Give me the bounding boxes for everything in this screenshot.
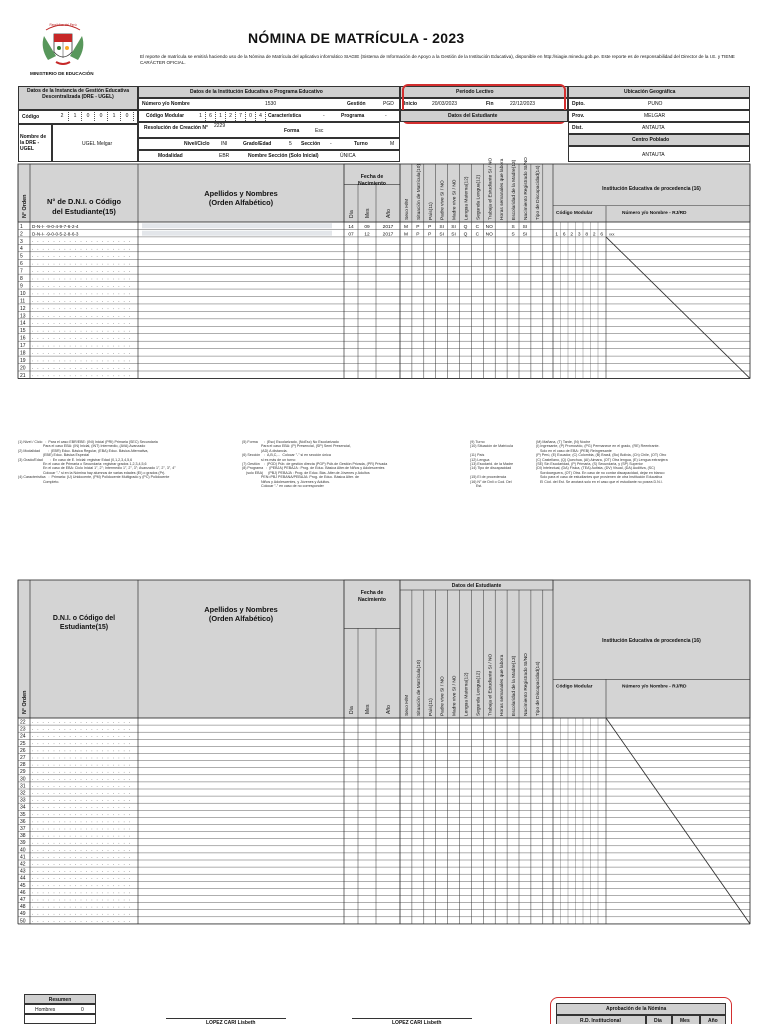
dni-header-2: del Estudiante(15) bbox=[52, 207, 116, 216]
row-number: 45 bbox=[20, 882, 26, 889]
row-value: SI bbox=[451, 224, 456, 230]
ubicacion-dist-label: Dist. bbox=[572, 125, 583, 131]
estudiante-column-label: Nacimiento Registrado SI/NO bbox=[524, 653, 529, 716]
row-number: 23 bbox=[20, 726, 26, 733]
code-digit: 0 bbox=[95, 112, 108, 121]
cancel-diagonal bbox=[606, 718, 750, 924]
row-value: C bbox=[475, 224, 480, 230]
ie-modalidad-label: Modalidad bbox=[158, 153, 183, 159]
row-number: 39 bbox=[20, 840, 26, 847]
row-number: 6 bbox=[20, 261, 23, 268]
code-digit: 1 bbox=[69, 112, 82, 121]
row-codmod-digit: 2 bbox=[592, 232, 596, 238]
ie-nivel-value: INI bbox=[221, 141, 228, 147]
row-value: SI bbox=[522, 224, 528, 230]
row-value: P bbox=[416, 232, 420, 238]
ie-resolucion-value: 2229 bbox=[214, 123, 226, 129]
row-number: 17 bbox=[20, 343, 26, 350]
code-digit: 7 bbox=[236, 112, 246, 121]
row-codmod-digit: 6 bbox=[562, 232, 566, 238]
ubicacion-title: Ubicación Geográfica bbox=[624, 89, 676, 95]
firma-1-name: LOPEZ CARI Lisbeth bbox=[206, 1020, 256, 1024]
ministry-label: MINISTERIO DE EDUCACIÓN bbox=[30, 71, 94, 76]
row-value: P bbox=[428, 224, 432, 230]
ie-gestion-label: Gestión bbox=[347, 101, 366, 107]
periodo-inicio-label: Inicio bbox=[404, 101, 418, 107]
code-digit: 1 bbox=[196, 112, 206, 121]
dia-header: Día bbox=[349, 210, 355, 218]
redacted-name bbox=[142, 231, 332, 236]
ie-programa-label: Programa bbox=[341, 113, 365, 119]
row-number: 46 bbox=[20, 889, 26, 896]
row-number: 28 bbox=[20, 762, 26, 769]
ie-seccion-value: - bbox=[330, 141, 332, 147]
datos-estudiante-label: Datos del Estudiante bbox=[448, 113, 498, 119]
row-rd: xxx bbox=[609, 232, 615, 237]
aprobacion-dia-label: Día bbox=[654, 1018, 662, 1024]
row-anio: 2017 bbox=[382, 232, 394, 238]
row-number: 5 bbox=[20, 253, 23, 260]
row-number: 40 bbox=[20, 847, 26, 854]
estudiante-column-label: País(11) bbox=[428, 698, 434, 716]
code-digit: 0 bbox=[82, 112, 95, 121]
row-number: 38 bbox=[20, 833, 26, 840]
dia-header: Día bbox=[349, 706, 355, 714]
row-number: 43 bbox=[20, 868, 26, 875]
row-number: 19 bbox=[20, 357, 26, 364]
row-number: 42 bbox=[20, 861, 26, 868]
ie-title: Datos de la Institución Educativa o Programa Educativo bbox=[190, 89, 323, 95]
ubicacion-centro-value: ANTAUTA bbox=[642, 152, 665, 158]
row-dni: D-N-I- -9-0-0-5-2-8-6-3 bbox=[32, 231, 79, 237]
ie-nombre-seccion-value: ÚNICA bbox=[340, 153, 356, 159]
row-value: S bbox=[511, 232, 515, 238]
row-dia: 14 bbox=[348, 224, 354, 230]
dre-nombre-value: UGEL Melgar bbox=[82, 141, 113, 147]
aprobacion-title: Aprobación de la Nómina bbox=[606, 1006, 667, 1012]
row-number: 9 bbox=[20, 283, 23, 290]
row-value: SI bbox=[522, 232, 528, 238]
row-number: 32 bbox=[20, 790, 26, 797]
row-value: P bbox=[416, 224, 420, 230]
legend-col3: (9) Turno (10) Situación de Matrícula (11) País (12) Lengua (13) Escolarid. de la Madre (14) Tipo de discapacidad (15) El de procedencia (16) N° de Dnli o Cod. Del Est. bbox=[470, 440, 514, 489]
dni-header: N° de D.N.I. o Código bbox=[47, 197, 121, 206]
estudiante-column-label: Segunda Lengua(12) bbox=[476, 670, 482, 716]
row-number: 30 bbox=[20, 776, 26, 783]
row-number: 50 bbox=[20, 918, 26, 925]
estudiante-column-label: Tipo de Discapacidad(14) bbox=[535, 165, 541, 220]
row-value: SI bbox=[451, 232, 456, 238]
row-number: 33 bbox=[20, 797, 26, 804]
row-anio: 2017 bbox=[382, 224, 394, 230]
ubicacion-dist-value: ANTAUTA bbox=[642, 125, 665, 131]
aprobacion-rd-label: R.D. Institucional bbox=[580, 1018, 621, 1024]
row-number: 4 bbox=[20, 246, 23, 253]
row-number: 47 bbox=[20, 897, 26, 903]
ie-turno-value: M bbox=[390, 141, 395, 147]
row-number: 11 bbox=[20, 298, 26, 305]
row-number: 21 bbox=[20, 372, 26, 379]
ie-nivel-label: Nivel/Ciclo bbox=[184, 141, 210, 147]
fecha-header-2: Nacimiento bbox=[358, 181, 386, 187]
firma-line-2 bbox=[352, 1018, 472, 1019]
row-codmod-digit: 1 bbox=[555, 232, 559, 238]
legend-col1: (1) Nivel / Ciclo : Para el caso EBR/EBE: (INI) Inicial (PRI) Primaria (SEC) Secundaria Para el caso EBA: (IN) Inicial, (INT) Intermedio, (AVA) Avanzado (2) Modalidad : (EBR) Educ. Básica Regular, (EBA) Educ. Básica Alternativa, (EBE) Educ. Básica Especial (3) Grado/Edad : En caso de E. Inicial: registrar Edad (0,1,2,3,4,5,6 En el caso de Primaria o Secundaria: registrar grados 1,2,3,4,5,6 En el caso de EBA: Ciclo Inicial 1°, 2°; Intermedio 1°, 2°, 3°; Avanzado 1°, 2°, 3°, 4° Colocar "-" si en la Nómina hay alumnos de varias edades (EI) o grados (Pr). (4) Característica : Primaria: (U) Unidocente, (PM) Polidocente Multigrado y (PC) Polidocente Completo. bbox=[18, 440, 176, 484]
code-digit: 1 bbox=[108, 112, 121, 121]
ie-caracteristica-label: Característica bbox=[268, 113, 302, 119]
ie-nombre-seccion-label: Nombre Sección (Solo Inicial) bbox=[248, 153, 319, 159]
dre-nombre-label: Nombre de la DRE - UGEL bbox=[20, 134, 47, 152]
resumen-hombres-label: Hombres bbox=[35, 1007, 56, 1013]
orden-header: N° Orden bbox=[22, 194, 28, 218]
row-number: 8 bbox=[20, 276, 23, 282]
ubicacion-dpto-value: PUNO bbox=[648, 101, 663, 107]
row-codmod-digit: 3 bbox=[577, 232, 581, 238]
ie-numero-label: Número y/o Nombre bbox=[142, 101, 190, 107]
row-number: 16 bbox=[20, 335, 26, 342]
ubicacion-prov-value: MELGAR bbox=[644, 113, 666, 119]
row-number: 15 bbox=[20, 328, 26, 335]
row-number: 2 bbox=[20, 231, 23, 238]
ie-caracteristica-value: - bbox=[323, 113, 325, 119]
row-number: 41 bbox=[20, 854, 26, 861]
ie-forma-value: Esc bbox=[315, 128, 324, 134]
row-number: 10 bbox=[20, 290, 26, 297]
redacted-name bbox=[142, 223, 332, 228]
dre-title: Datos de la Instancia de Gestión Educativa Descentralizada (DRE - UGEL) bbox=[27, 88, 129, 100]
estudiante-column-label: Situación de Matrícula(10) bbox=[416, 164, 422, 220]
estudiante-column-label: Segunda Lengua(12) bbox=[476, 174, 482, 220]
estudiante-column-label: Lengua Materna(12) bbox=[464, 672, 470, 716]
row-number: 37 bbox=[20, 826, 26, 832]
nombre-rd-header: Número y/o Nombre - RJ/RD bbox=[622, 210, 687, 216]
resumen-title: Resumen bbox=[24, 994, 96, 1004]
row-number: 29 bbox=[20, 769, 26, 776]
estudiante-column-label: Madre vive SI / NO bbox=[452, 675, 458, 716]
row-codmod-digit: 8 bbox=[585, 232, 589, 238]
code-digit: 0 bbox=[246, 112, 256, 121]
procedencia-header: Institución Educativa de procedencia (16) bbox=[602, 638, 701, 645]
dni-header-2: Estudiante(15) bbox=[59, 624, 109, 631]
row-number: 49 bbox=[20, 911, 26, 918]
ie-turno-label: Turno bbox=[354, 141, 368, 147]
ie-numero-value: 1530 bbox=[265, 101, 277, 107]
row-dia: 07 bbox=[348, 232, 354, 238]
ie-codmod-label: Código Modular bbox=[146, 113, 185, 119]
row-codmod-digit: 2 bbox=[570, 232, 574, 238]
estudiante-column-label: Tipo de Discapacidad(14) bbox=[535, 661, 541, 716]
row-value: M bbox=[403, 232, 408, 238]
estudiante-column-label: País(11) bbox=[428, 202, 434, 220]
intro-text: El reporte de matrícula se emitirá haciendo uso de la Nómina de Matrícula del aplicativo informático SIAGIE (Sistema de Información de Apoyo a la Gestión de la Institución Educativa), disponible en http://siagie.minedu.gob.pe. Este reporte es de responsabilidad del Director de la I.E. y TIENE CARÁCTER OFICIAL. bbox=[140, 54, 735, 65]
row-number: 48 bbox=[20, 904, 26, 911]
estudiante-column-label: Madre vive SI / NO bbox=[452, 179, 458, 220]
estudiante-column-label: Situación de Matrícula(10) bbox=[416, 660, 422, 716]
ie-seccion-label: Sección bbox=[301, 141, 321, 147]
row-value: S bbox=[511, 224, 515, 230]
row-mes: 12 bbox=[364, 232, 370, 238]
mes-header: Mes bbox=[365, 208, 371, 218]
ie-resolucion-label: Resolución de Creación N° bbox=[144, 125, 208, 131]
periodo-title: Periodo Lectivo bbox=[456, 89, 494, 95]
apellidos-sub-header: (Orden Alfabético) bbox=[208, 614, 274, 623]
fecha-header-2: Nacimiento bbox=[358, 597, 386, 603]
row-number: 20 bbox=[20, 365, 26, 372]
code-digit: 4 bbox=[256, 112, 266, 121]
row-number: 31 bbox=[20, 783, 26, 790]
row-dni: D-N-I- -9-0-4-9-7-6-2-4 bbox=[32, 223, 79, 229]
row-number: 44 bbox=[20, 875, 26, 882]
codmod-header: Código Modular bbox=[556, 684, 593, 690]
row-value: P bbox=[428, 232, 432, 238]
anio-header: Año bbox=[386, 705, 392, 714]
ubicacion-dpto-label: Dpto. bbox=[572, 101, 585, 107]
periodo-fin-value: 22/12/2023 bbox=[510, 101, 536, 107]
apellidos-header: Apellidos y Nombres bbox=[204, 189, 278, 198]
periodo-inicio-value: 20/03/2023 bbox=[432, 101, 458, 107]
row-number: 12 bbox=[20, 305, 26, 312]
periodo-fin-label: Fin bbox=[486, 101, 494, 107]
estudiante-column-label: Escolaridad de la Madre(13) bbox=[512, 655, 518, 716]
orden-header: N° Orden bbox=[22, 690, 28, 714]
ubicacion-prov-label: Prov. bbox=[572, 113, 585, 119]
estudiante-column-label: Horas semanales que labora bbox=[500, 654, 506, 716]
ie-grado-value: 5 bbox=[289, 141, 292, 147]
row-number: 27 bbox=[20, 755, 26, 761]
row-codmod-digit: 6 bbox=[600, 232, 604, 238]
fecha-header-1: Fecha de bbox=[360, 174, 384, 180]
page-title: NÓMINA DE MATRÍCULA - 2023 bbox=[248, 30, 465, 46]
legend-col2: (5) Forma : (Esc) Escolarizado, (NoEsc) No Escolarizado Para el caso EBA: (P) Presencial, (SP) Semi Presencial, (AD) A distancia. (6) Sección : A,B,C,... Colocar "-" si en sección única si es más de un turno (7) Gestión : (PGD) Púb. de gestión directa (PGP) Púb.de Gestión Privada, (PR) Privada (8) Programa : (PEBJA) PEBAJA : Prog. de Educ. Básica Alter.de Niños y Adolescentes (solo EBA) (PBJ) PEBAJA : Prog. de Educ. Bás. Alter.de Jóvenes y Adultos PEN=PBJ PEBANA/PEBAJA: Prog. de Educ. Básica Alter. de Niños y Adolescentes, y Jóvenes y Adultos. Colocar "-" en caso de no corresponder bbox=[242, 440, 388, 489]
row-number: 35 bbox=[20, 811, 26, 818]
row-number: 22 bbox=[20, 719, 26, 726]
estudiante-column-label: Nacimiento Registrado SI/NO bbox=[524, 157, 529, 220]
estudiante-column-label: Horas semanales que labora bbox=[500, 158, 506, 220]
ie-forma-label: Forma bbox=[284, 128, 300, 134]
ie-programa-value: - bbox=[385, 113, 387, 119]
ie-gestion-value: PGD bbox=[383, 101, 394, 107]
row-value: Q bbox=[463, 232, 468, 238]
ie-modalidad-value: EBR bbox=[219, 153, 230, 159]
code-digit: 0 bbox=[121, 112, 134, 121]
codmod-header: Código Modular bbox=[556, 210, 593, 216]
ubicacion-centro-label: Centro Poblado bbox=[632, 137, 670, 143]
dni-header: D.N.I. o Código del bbox=[52, 615, 116, 622]
ie-grado-label: Grado/Edad bbox=[243, 141, 272, 147]
row-value: Q bbox=[463, 224, 468, 230]
firma-line-1 bbox=[166, 1018, 286, 1019]
estudiante-column-label: Padre vive SI / NO bbox=[440, 180, 446, 220]
fecha-header-1: Fecha de bbox=[360, 590, 384, 596]
row-number: 18 bbox=[20, 350, 26, 357]
firma-2-name: LOPEZ CARI Lisbeth bbox=[392, 1020, 442, 1024]
datos-estudiante-title: Datos del Estudiante bbox=[451, 583, 502, 589]
nombre-rd-header: Número y/o Nombre - RJ/RD bbox=[622, 684, 687, 690]
dre-codigo-label: Código bbox=[22, 114, 40, 120]
legend-col4: (M) Mañana, (T) Tarde, (N) Noche (I) Ingresante, (P) Promovido, (PG) Permanece en el grado, (RE) Reentrante. Solo en el caso de EBA: (PEB) Reingresante (P) Perú, (E) Ecuador, (C) Colombia, (B) Brasil, (Bo) Bolivia, (Ch) Chile, (OT) Otro (C) Castellano, (Q) Quechua, (AI) Aimara, (OT) Otra lengua, (E) Lengua extranjera (SE) Sin Escolaridad, (P) Primaria, (S) Secundaria, y (SP) Superior (DI) Intelectual, (DA) Física, (TEA) Autista, (DV) Visual, (DA) Auditiva, (SC) Sordoceguera, (OT) Otra. En caso de no contar discapacidad, dejar en blanco Solo para el caso de estudiantes que provienen de otra Institución Educativa El Cód. del Est. Se anotará solo en el caso que el estudiante no posea D.N.I. bbox=[536, 440, 668, 484]
code-digit: 6 bbox=[206, 112, 216, 121]
row-number: 34 bbox=[20, 804, 26, 811]
row-value: NO bbox=[485, 224, 493, 230]
estudiante-column-label: Sexo H/M bbox=[405, 694, 410, 716]
row-mes: 09 bbox=[364, 224, 370, 230]
row-value: SI bbox=[439, 232, 444, 238]
estudiante-column-label: Padre vive SI / NO bbox=[440, 676, 446, 716]
seal-text: República del Perú bbox=[49, 23, 77, 27]
resumen-hombres-value: 0 bbox=[81, 1007, 84, 1013]
procedencia-header: Institución Educativa de procedencia (16) bbox=[602, 186, 701, 193]
estudiante-column-label: Trabaja el Estudiante SI / NO bbox=[488, 157, 494, 220]
row-number: 14 bbox=[20, 320, 26, 327]
aprobacion-mes-label: Mes bbox=[680, 1018, 690, 1024]
row-number: 13 bbox=[20, 313, 26, 320]
row-number: 25 bbox=[20, 740, 26, 747]
row-value: C bbox=[475, 232, 480, 238]
cancel-diagonal bbox=[606, 237, 750, 379]
estudiante-column-label: Escolaridad de la Madre(13) bbox=[512, 159, 518, 220]
code-digit: 2 bbox=[56, 112, 69, 121]
row-number: 24 bbox=[20, 733, 26, 740]
code-digit: 2 bbox=[226, 112, 236, 121]
row-number: 26 bbox=[20, 747, 26, 754]
row-value: M bbox=[403, 224, 408, 230]
aprobacion-anio-label: Año bbox=[708, 1018, 718, 1024]
resumen-table bbox=[24, 994, 96, 1024]
anio-header: Año bbox=[386, 209, 392, 218]
apellidos-sub-header: (Orden Alfabético) bbox=[208, 198, 274, 207]
estudiante-column-label: Trabaja el Estudiante SI / NO bbox=[488, 653, 494, 716]
row-number: 7 bbox=[20, 268, 23, 275]
row-value: SI bbox=[439, 224, 444, 230]
apellidos-header: Apellidos y Nombres bbox=[204, 605, 278, 614]
estudiante-column-label: Lengua Materna(12) bbox=[464, 176, 470, 220]
estudiante-column-label: Sexo H/M bbox=[405, 198, 410, 220]
code-digit: 1 bbox=[216, 112, 226, 121]
row-number: 36 bbox=[20, 818, 26, 825]
row-value: NO bbox=[485, 232, 493, 238]
row-number: 1 bbox=[20, 223, 23, 230]
row-number: 3 bbox=[20, 238, 23, 245]
mes-header: Mes bbox=[365, 704, 371, 714]
